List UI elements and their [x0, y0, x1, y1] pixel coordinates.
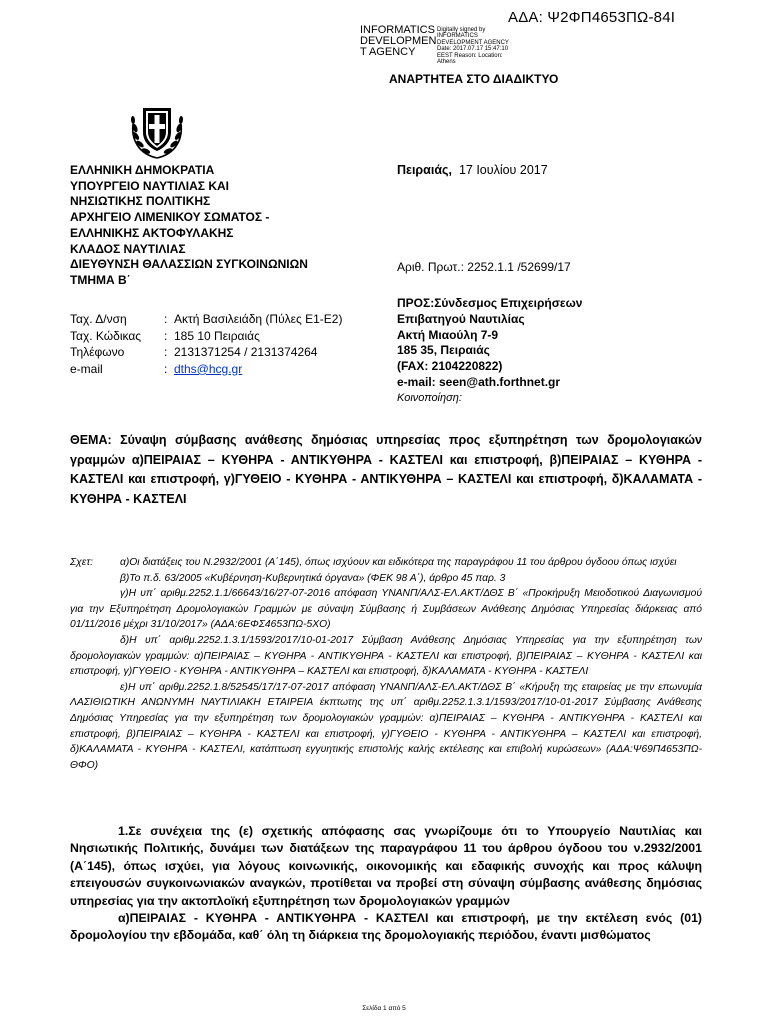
- digital-signature: [360, 25, 508, 67]
- references-label: Σχετ:: [70, 557, 94, 568]
- protocol-number: Αριθ. Πρωτ.: 2252.1.1 /52699/17: [397, 260, 571, 274]
- authority-line: ΥΠΟΥΡΓΕΙΟ ΝΑΥΤΙΛΙΑΣ ΚΑΙ: [70, 178, 230, 193]
- reference-d: δ)Η υπ΄ αριθμ.2252.1.3.1/1593/2017/10-01-2017 Σύμβαση Ανάθεσης Δημόσιας Υπηρεσίας για την εξυπηρέτηση των δρομολογιακών γραμμών: α)ΠΕΙΡΑΙΑΣ – ΚΥΘΗΡΑ - ΑΝΤΙΚΥΘΗΡΑ - ΚΑΣΤΕΛΙ και επιστροφή, β)ΠΕΙΡΑΙΑΣ – ΚΥΘΗΡΑ - ΚΑΣΤΕΛΙ και επιστροφή, γ)ΓΥΘΕΙΟ - ΚΥΘΗΡΑ - ΑΝΤΙΚΥΘΗΡΑ – ΚΑΣΤΕΛΙ και επιστροφή, δ)ΚΑΛΑΜΑΤΑ - ΚΥΘΗΡΑ - ΚΑΣΤΕΛΙ: [70, 634, 702, 678]
- contact-key: e-mail: [70, 361, 103, 376]
- references: [70, 555, 702, 773]
- recipient-line: 185 35, Πειραιάς: [397, 343, 490, 358]
- contact-row: [70, 311, 342, 328]
- paragraph-1: 1.Σε συνέχεια της (ε) σχετικής απόφασης σας γνωρίζουμε ότι το Υπουργείο Ναυτιλίας και Νησιωτικής Πολιτικής, δυνάμει των διατάξεων της παραγράφου 11 του άρθρου όγδοου του ν.2932/2001 (Α΄145), όπως ισχύει, για λόγους κοινωνικής, οικονομικής και εδαφικής συνοχής και προς κάλυψη επειγουσών συγκοινωνιακών αναγκών, προτίθεται να προβεί στη σύναψη σύμβασης ανάθεσης δημόσιας υπηρεσίας για την ακτοπλοϊκή εξυπηρέτηση των δρομολογιακών γραμμών: [70, 824, 702, 908]
- signature-name: INFORMATICS DEVELOPMEN T AGENCY: [360, 24, 437, 58]
- reference-b: β)Το π.δ. 63/2005 «Κυβέρνηση-Κυβερνητικά όργανα» (ΦΕΚ 98 Α΄), άρθρο 45 παρ. 3: [120, 572, 506, 584]
- authority-line: ΕΛΛΗΝΙΚΗ ΔΗΜΟΚΡΑΤΙΑ: [70, 163, 215, 177]
- recipient-line: (FAX: 2104220822): [397, 359, 503, 374]
- recipient-line: Ακτή Μιαούλη 7-9: [397, 327, 499, 342]
- paragraph-2: α)ΠΕΙΡΑΙΑΣ - ΚΥΘΗΡΑ - ΑΝΤΙΚΥΘΗΡΑ - ΚΑΣΤΕΛΙ και επιστροφή, με την εκτέλεση ενός (01) δρομολογίου την εβδομάδα, καθ΄ όλη τη διάρκεια της δρομολογιακής περιόδου, έναντι μισθώματος: [70, 911, 702, 943]
- reference-a: Σχετ: α)Οι διατάξεις του Ν.2932/2001 (Α΄145), όπως ισχύουν και ειδικότερα της παραγράφου 11 του άρθρου όγδοου όπως ισχύει: [70, 555, 702, 571]
- contact-value: 185 10 Πειραιάς: [174, 328, 260, 343]
- contact-value: Ακτή Βασιλειάδη (Πύλες Ε1-Ε2): [174, 312, 343, 326]
- issuing-authority: [70, 163, 308, 289]
- authority-line: ΑΡΧΗΓΕΙΟ ΛΙΜΕΝΙΚΟΥ ΣΩΜΑΤΟΣ -: [70, 210, 270, 225]
- recipient-line: Επιβατηγού Ναυτιλίας: [397, 311, 525, 326]
- reference-c: γ)Η υπ΄ αριθμ.2252.1.1/66643/16/27-07-2016 απόφαση ΥΝΑΝΠ/ΑΛΣ-ΕΛ.ΑΚΤ/ΔΘΣ Β΄ «Προκήρυξη Μειοδοτικού Διαγωνισμού για την Εξυπηρέτηση Δρομολογιακών Γραμμών με σύναψη Σύμβασης ή Συμβάσεων Ανάθεσης Δημόσιας Υπηρεσίας διάρκειας από 01/11/2016 μέχρι 31/10/2017» (ΑΔΑ:6ΕΦΣ4653ΠΩ-5ΧΟ): [70, 588, 702, 631]
- authority-line: ΝΗΣΙΩΤΙΚΗΣ ΠΟΛΙΤΙΚΗΣ: [70, 194, 211, 209]
- contact-details: [70, 311, 342, 377]
- reference-e: ε)Η υπ΄ αριθμ.2252.1.8/52545/17/17-07-2017 απόφαση ΥΝΑΝΠ/ΑΛΣ-ΕΛ.ΑΚΤ/ΔΘΣ Β΄ «Κήρυξη της εταιρείας με την επωνυμία ΛΑΣΙΘΙΩΤΙΚΗ ΑΝΩΝΥΜΗ ΝΑΥΤΙΛΙΑΚΗ ΕΤΑΙΡΕΙΑ έκπτωτης της υπ΄ αριθμ.2252.1.3.1/1593/2017/10-01-2017 Σύμβασης Ανάθεσης Δημόσιας Υπηρεσίας για την εξυπηρέτηση των δρομολογιακών γραμμών: α)ΠΕΙΡΑΙΑΣ – ΚΥΘΗΡΑ - ΑΝΤΙΚΥΘΗΡΑ - ΚΑΣΤΕΛΙ και επιστροφή, β)ΠΕΙΡΑΙΑΣ – ΚΥΘΗΡΑ - ΚΑΣΤΕΛΙ και επιστροφή, γ)ΓΥΘΕΙΟ - ΚΥΘΗΡΑ - ΑΝΤΙΚΥΘΗΡΑ – ΚΑΣΤΕΛΙ και επιστροφή, δ)ΚΑΛΑΜΑΤΑ - ΚΥΘΗΡΑ - ΚΑΣΤΕΛΙ, κατάπτωση εγγυητικής επιστολής καλής εκτέλεσης και επιβολή κυρώσεων» (ΑΔΑ:Ψ69Π4653ΠΩ-ΘΦΟ): [70, 681, 702, 771]
- place: Πειραιάς,: [397, 163, 452, 177]
- email-link[interactable]: dths@hcg.gr: [174, 361, 243, 376]
- ada-code: ΑΔΑ: Ψ2ΦΠ4653ΠΩ-84Ι: [508, 9, 676, 26]
- contact-row: [70, 361, 342, 378]
- signature-details: Digitally signed by INFORMATICS DEVELOPMENT AGENCY Date: 2017.07.17 15:47:10 EEST Reason: Location: Athens: [437, 27, 509, 66]
- cc-label: Κοινοποίηση:: [397, 392, 462, 404]
- greek-coat-of-arms-icon: [125, 98, 189, 162]
- contact-sep: :: [164, 345, 168, 360]
- contact-sep: :: [164, 328, 168, 343]
- authority-line: ΕΛΛΗΝΙΚΗΣ ΑΚΤΟΦΥΛΑΚΗΣ: [70, 225, 234, 240]
- authority-line: ΚΛΑΔΟΣ ΝΑΥΤΙΛΙΑΣ: [70, 241, 186, 256]
- contact-row: [70, 344, 342, 361]
- contact-key: Τηλέφωνο: [70, 345, 125, 360]
- body-text: [70, 823, 702, 945]
- contact-key: Ταχ. Δ/νση: [70, 312, 127, 326]
- place-date: [397, 163, 548, 177]
- date: 17 Ιουλίου 2017: [458, 163, 548, 177]
- page-number: Σελίδα 1 από 5: [362, 1005, 406, 1012]
- contact-sep: :: [164, 361, 168, 376]
- contact-value: 2131371254 / 2131374264: [174, 345, 318, 360]
- recipient-line: ΠΡΟΣ:Σύνδεσμος Επιχειρήσεων: [397, 296, 583, 310]
- contact-row: [70, 328, 342, 345]
- recipient-email: e-mail: seen@ath.forthnet.gr: [397, 374, 561, 389]
- authority-line: ΤΜΗΜΑ Β΄: [70, 272, 131, 287]
- contact-key: Ταχ. Κώδικας: [70, 328, 142, 343]
- contact-sep: :: [164, 312, 168, 326]
- recipient-block: [397, 296, 582, 391]
- subject: ΘΕΜΑ: Σύναψη σύμβασης ανάθεσης δημόσιας υπηρεσίας προς εξυπηρέτηση των δρομολογιακών γραμμών α)ΠΕΙΡΑΙΑΣ – ΚΥΘΗΡΑ - ΑΝΤΙΚΥΘΗΡΑ - ΚΑΣΤΕΛΙ και επιστροφή, β)ΠΕΙΡΑΙΑΣ – ΚΥΘΗΡΑ - ΚΑΣΤΕΛΙ και επιστροφή, γ)ΓΥΘΕΙΟ - ΚΥΘΗΡΑ - ΑΝΤΙΚΥΘΗΡΑ – ΚΑΣΤΕΛΙ και επιστροφή, δ)ΚΑΛΑΜΑΤΑ - ΚΥΘΗΡΑ - ΚΑΣΤΕΛΙ: [70, 433, 702, 506]
- publish-notice: ΑΝΑΡΤΗΤΕΑ ΣΤΟ ΔΙΑΔΙΚΤΥΟ: [389, 72, 559, 86]
- authority-line: ΔΙΕΥΘΥΝΣΗ ΘΑΛΑΣΣΙΩΝ ΣΥΓΚΟΙΝΩΝΙΩΝ: [70, 257, 308, 272]
